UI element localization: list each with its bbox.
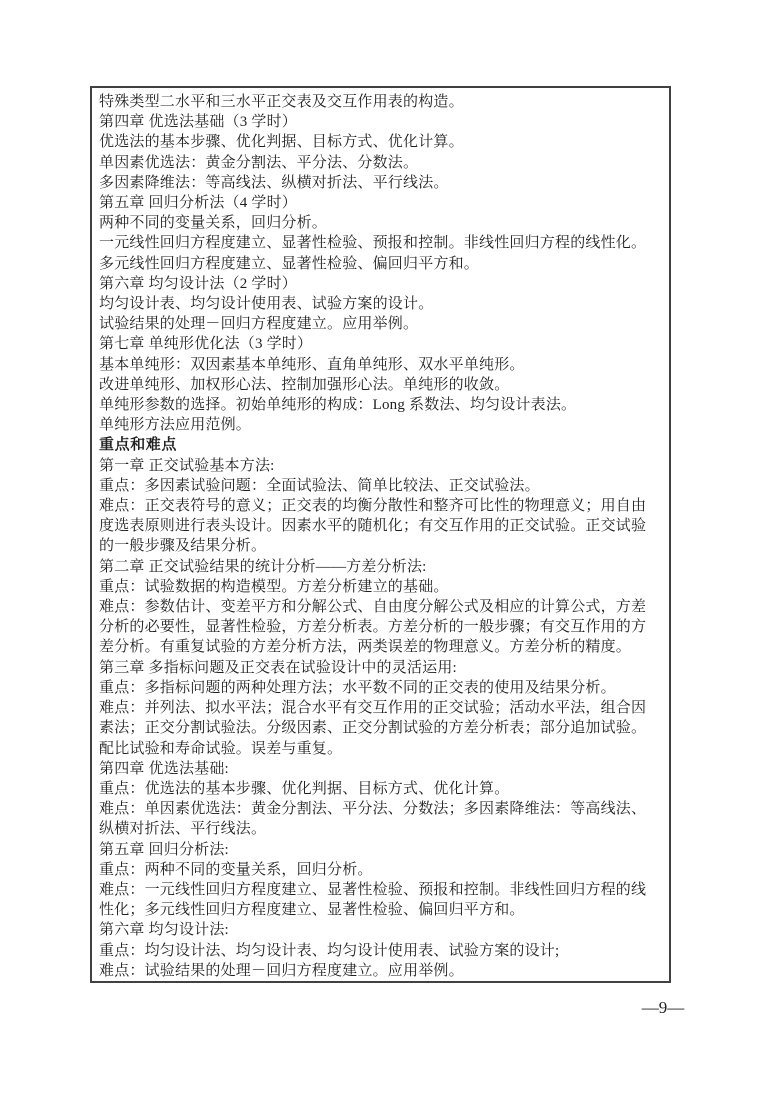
text-line: 第四章 优选法基础: [99, 760, 229, 777]
text-line: 第六章 均匀设计法（2 学时） [99, 275, 298, 292]
text-line: 的一般步骤及结果分析。 [99, 538, 267, 555]
text-line: 一元线性回归方程度建立、显著性检验、预报和控制。非线性回归方程的线性化。 [99, 235, 647, 252]
text-line: 试验结果的处理－回归方程度建立。应用举例。 [99, 316, 419, 333]
text-line: 纵横对折法、平行线法。 [99, 821, 267, 838]
text-line: 第五章 回归分析法（4 学时） [99, 195, 298, 212]
text-line: 改进单纯形、加权形心法、控制加强形心法。单纯形的收敛。 [99, 376, 510, 393]
text-line: 第五章 回归分析法: [99, 841, 229, 858]
text-line: 难点：单因素优选法：黄金分割法、平分法、分数法；多因素降维法：等高线法、 [99, 801, 647, 818]
text-line: 两种不同的变量关系，回归分析。 [99, 215, 328, 232]
text-line: 单因素优选法：黄金分割法、平分法、分数法。 [99, 154, 419, 171]
text-line: 第三章 多指标问题及正交表在试验设计中的灵活运用: [99, 659, 457, 676]
text-line: 度选表原则进行表头设计。因素水平的随机化；有交互作用的正交试验。正交试验 [99, 518, 647, 535]
text-line: 均匀设计表、均匀设计使用表、试验方案的设计。 [99, 296, 434, 313]
text-line: 多元线性回归方程度建立、显著性检验、偏回归平方和。 [99, 255, 480, 272]
text-line: 素法；正交分割试验法。分级因素、正交分割试验的方差分析表；部分追加试验。 [99, 720, 647, 737]
text-line: 基本单纯形：双因素基本单纯形、直角单纯形、双水平单纯形。 [99, 356, 525, 373]
text-line: 难点：并列法、拟水平法；混合水平有交互作用的正交试验；活动水平法，组合因 [99, 700, 647, 717]
text-line: 性化；多元线性回归方程度建立、显著性检验、偏回归平方和。 [99, 902, 525, 919]
text-line: 分析的必要性，显著性检验，方差分析表。方差分析的一般步骤；有交互作用的方 [99, 619, 647, 636]
document-body [99, 92, 663, 981]
page-number: —9— [641, 998, 685, 1017]
text-line: 第六章 均匀设计法: [99, 922, 229, 939]
text-line: 第七章 单纯形优化法（3 学时） [99, 336, 313, 353]
text-line: 第二章 正交试验结果的统计分析——方差分析法: [99, 558, 427, 575]
text-line: 难点：一元线性回归方程度建立、显著性检验、预报和控制。非线性回归方程的线 [99, 881, 647, 898]
text-line: 重点：均匀设计法、均匀设计表、均匀设计使用表、试验方案的设计; [99, 942, 560, 959]
text-line: 第一章 正交试验基本方法: [99, 457, 275, 474]
text-line: 单纯形方法应用范例。 [99, 417, 252, 434]
text-line: 难点：正交表符号的意义；正交表的均衡分散性和整齐可比性的物理意义；用自由 [99, 498, 647, 515]
text-line: 重点：多因素试验问题：全面试验法、简单比较法、正交试验法。 [99, 477, 540, 494]
text-line: 单纯形参数的选择。初始单纯形的构成：Long 系数法、均匀设计表法。 [99, 397, 577, 414]
text-line: 优选法的基本步骤、优化判据、目标方式、优化计算。 [99, 134, 464, 151]
section-heading: 重点和难点 [99, 437, 178, 454]
text-line: 配比试验和寿命试验。误差与重复。 [99, 740, 343, 757]
text-line: 重点：试验数据的构造模型。方差分析建立的基础。 [99, 578, 449, 595]
text-line: 重点：多指标问题的两种处理方法；水平数不同的正交表的使用及结果分析。 [99, 679, 616, 696]
text-line: 第四章 优选法基础（3 学时） [99, 114, 298, 131]
text-line: 难点：参数估计、变差平方和分解公式、自由度分解公式及相应的计算公式，方差 [99, 599, 647, 616]
text-line: 重点：优选法的基本步骤、优化判据、目标方式、优化计算。 [99, 780, 510, 797]
content-table [90, 86, 671, 983]
text-line: 重点：两种不同的变量关系，回归分析。 [99, 861, 373, 878]
text-line: 特殊类型二水平和三水平正交表及交互作用表的构造。 [99, 94, 464, 110]
text-line: 多因素降维法：等高线法、纵横对折法、平行线法。 [99, 174, 449, 191]
text-line: 难点：试验结果的处理－回归方程度建立。应用举例。 [99, 962, 464, 979]
text-line: 差分析。有重复试验的方差分析方法，两类误差的物理意义。方差分析的精度。 [99, 639, 632, 656]
